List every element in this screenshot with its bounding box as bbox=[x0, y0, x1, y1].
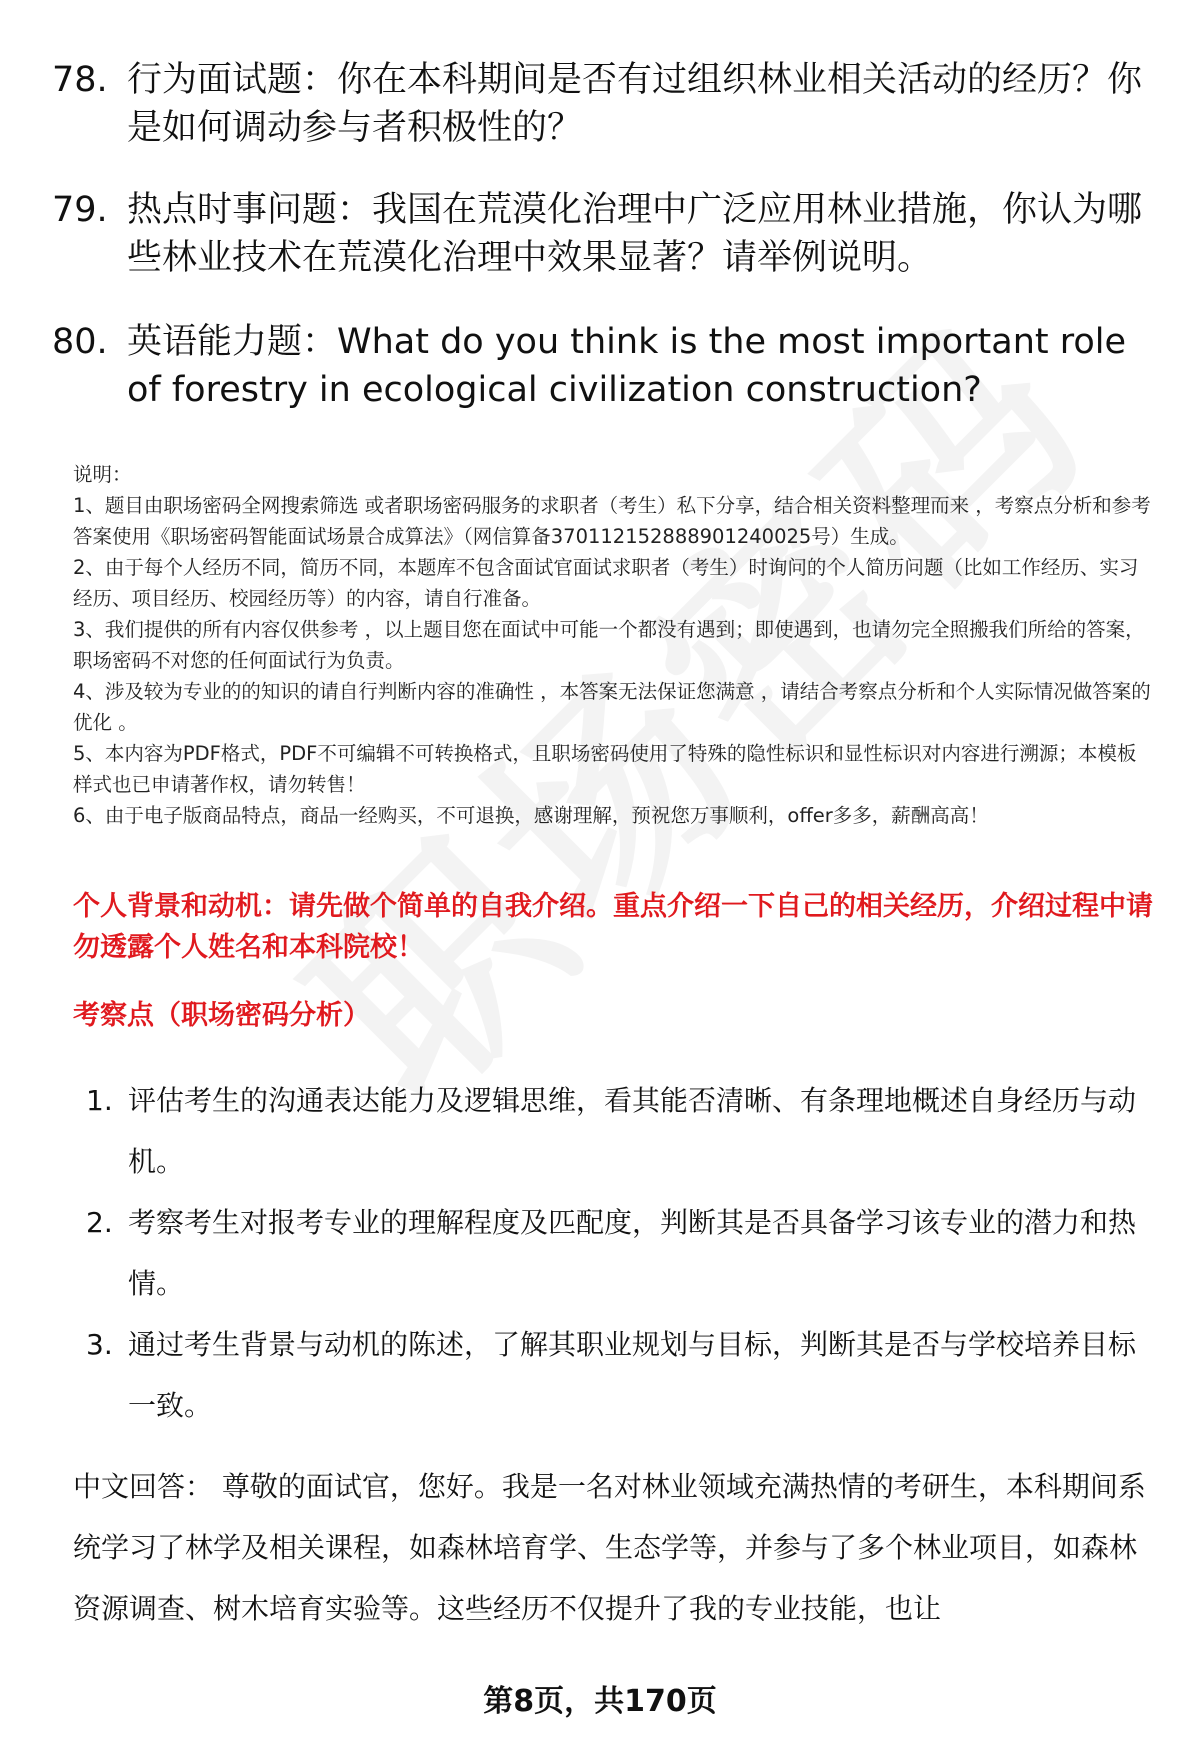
list-text: 评估考生的沟通表达能力及逻辑思维，看其能否清晰、有条理地概述自身经历与动机。 bbox=[128, 1084, 1137, 1178]
question-text: 行为面试题：你在本科期间是否有过组织林业相关活动的经历？你是如何调动参与者积极性的？ bbox=[127, 60, 1143, 148]
question-text: 热点时事问题：我国在荒漠化治理中广泛应用林业措施，你认为哪些林业技术在荒漠化治理中效果显著？请举例说明。 bbox=[127, 190, 1143, 278]
question-number: 80. bbox=[52, 322, 108, 362]
note-item: 6、由于电子版商品特点，商品一经购买，不可退换，感谢理解，预祝您万事顺利，offer多多，薪酬高高！ bbox=[73, 804, 989, 827]
analysis-heading: 考察点（职场密码分析） bbox=[73, 1000, 370, 1031]
list-index: 1. bbox=[86, 1084, 113, 1117]
list-item bbox=[73, 1192, 1155, 1314]
list-index: 3. bbox=[86, 1328, 113, 1361]
list-item bbox=[73, 1070, 1155, 1192]
list-index: 2. bbox=[86, 1206, 113, 1239]
page-footer: 第8页，共170页 bbox=[483, 1684, 717, 1719]
list-text: 通过考生背景与动机的陈述，了解其职业规划与目标，判断其是否与学校培养目标一致。 bbox=[128, 1328, 1137, 1422]
notes-title: 说明： bbox=[73, 463, 132, 486]
question-78 bbox=[52, 56, 1162, 152]
note-item: 5、本内容为PDF格式，PDF不可编辑不可转换格式，且职场密码使用了特殊的隐性标识和显性标识对内容进行溯源；本模板样式也已申请著作权，请勿转售！ bbox=[73, 742, 1137, 796]
note-item: 1、题目由职场密码全网搜索筛选 或者职场密码服务的求职者（考生）私下分享，结合相关资料整理而来 ，考察点分析和参考答案使用《职场密码智能面试场景合成算法》（网信算备370112152888901240025号）生成。 bbox=[73, 494, 1151, 548]
question-number: 79. bbox=[52, 190, 108, 230]
answer-text: 中文回答： 尊敬的面试官，您好。我是一名对林业领域充满热情的考研生，本科期间系统学习了林学及相关课程，如森林培育学、生态学等，并参与了多个林业项目，如森林资源调查、树木培育实验等。这些经历不仅提升了我的专业技能，也让 bbox=[73, 1470, 1146, 1625]
disclaimer-notes bbox=[73, 459, 1155, 831]
question-80 bbox=[52, 318, 1162, 414]
question-number: 78. bbox=[52, 60, 108, 100]
question-text: 英语能力题：What do you think is the most important role of forestry in ecological civilization construction? bbox=[127, 322, 1127, 410]
note-item: 4、涉及较为专业的的知识的请自行判断内容的准确性 ，本答案无法保证您满意 ，请结合考察点分析和个人实际情况做答案的优化 。 bbox=[73, 680, 1151, 734]
note-item: 3、我们提供的所有内容仅供参考 ，以上题目您在面试中可能一个都没有遇到；即使遇到，也请勿完全照搬我们所给的答案，职场密码不对您的任何面试行为负责。 bbox=[73, 618, 1145, 672]
question-79 bbox=[52, 186, 1162, 282]
note-item: 2、由于每个人经历不同，简历不同，本题库不包含面试官面试求职者（考生）时询问的个人简历问题（比如工作经历、实习经历、项目经历、校园经历等）的内容，请自行准备。 bbox=[73, 556, 1139, 610]
section-question: 个人背景和动机：请先做个简单的自我介绍。重点介绍一下自己的相关经历，介绍过程中请勿透露个人姓名和本科院校！ bbox=[73, 891, 1153, 963]
list-item bbox=[73, 1314, 1155, 1436]
list-text: 考察考生对报考专业的理解程度及匹配度，判断其是否具备学习该专业的潜力和热情。 bbox=[128, 1206, 1137, 1300]
analysis-list bbox=[73, 1070, 1155, 1436]
